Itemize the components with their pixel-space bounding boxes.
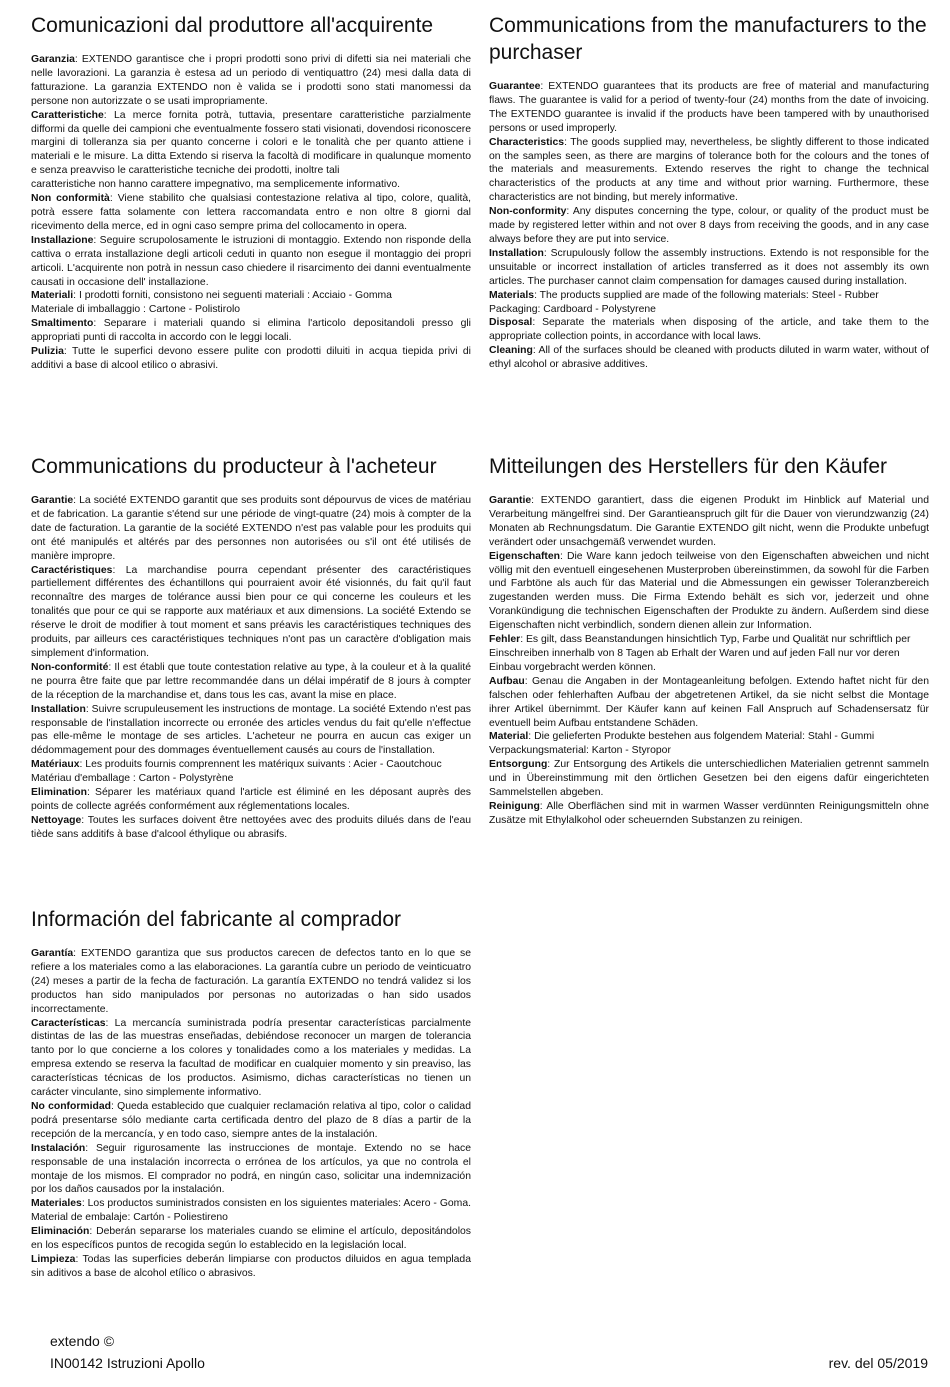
paragraph-separator: : xyxy=(89,1226,97,1238)
paragraph xyxy=(489,494,929,550)
section-body xyxy=(31,53,471,373)
paragraph-separator: : xyxy=(63,346,72,358)
paragraph-label: Materiales xyxy=(31,1198,82,1210)
paragraph xyxy=(489,647,929,661)
paragraph xyxy=(31,1100,471,1142)
section-italian xyxy=(31,12,471,373)
paragraph-text: All of the surfaces should be cleaned with products diluted in warm water, without of ethyl alcohol or abrasive additives. xyxy=(489,345,929,371)
paragraph-separator: : xyxy=(111,1100,118,1112)
paragraph-text: Queda establecido que cualquier reclamación relativa al tipo, color o calidad podrá presentarse sólo mediante carta certificada dentro del plazo de 8 días a partir de la recepción de la mercancía, y en todo caso, siempre antes de la instalación. xyxy=(31,1100,471,1140)
paragraph xyxy=(31,786,471,814)
paragraph xyxy=(31,1142,471,1198)
paragraph-text: Suivre scrupuleusement les instructions de montage. La société Extendo n'est pas responsable de l'installation incorrecte ou erronée des articles vendus du fait qu'elle n'effectue pas elle-même le montage de ses articles. L'acheteur ne pourra en aucun cas exiger un dédommagement pour des dommages éventuellement causés au cours de l'installation. xyxy=(31,703,471,757)
paragraph xyxy=(489,633,929,647)
paragraph-text: Tutte le superfici devono essere pulite con prodotti diluiti in acqua tiepida privi di additivi a base di alcool etilico o abrasivi. xyxy=(31,346,471,371)
footer-left xyxy=(50,1330,205,1374)
paragraph-separator: : xyxy=(566,206,573,218)
paragraph-label: Limpieza xyxy=(31,1253,76,1265)
paragraph-separator: : xyxy=(531,495,541,506)
paragraph-label: Garantie xyxy=(489,495,532,506)
paragraph-separator: : xyxy=(87,787,96,799)
paragraph-text: Scrupulously follow the assembly instructions. Extendo is not responsible for the unsuitable or incorrect installation of articles transferred as it does not assembly its own articles. The purchaser cannot claim compensation for damages caused during installation. xyxy=(489,247,929,287)
paragraph-separator: : xyxy=(560,550,567,562)
paragraph-text: EXTENDO garantiert, dass die eigenen Produkt im Hinblick auf Material und Verarbeitung mängelfrei sind. Der Garantieanspruch gilt für die Dauer von vierundzwanzig (24) Monaten ab Rechnungsdatum. Die Garantie EXTENDO gilt nicht, wenn die Produkte unbefugt verändert oder unsachgemäß verwendet wurden. xyxy=(489,495,929,548)
paragraph-text: Los productos suministrados consisten en los siguientes materiales: Acero - Goma. Material de embalaje: Cartón - Poliestireno xyxy=(31,1198,472,1224)
paragraph-text: Toutes les surfaces doivent être nettoyées avec des produits dilués dans de l'eau tiède sans additifs à base d'alcool éthylique ou abrasifs. xyxy=(31,814,471,840)
paragraph-label: Material xyxy=(489,731,529,743)
footer-brand: extendo © xyxy=(50,1333,115,1349)
paragraph-text: Materiale di imballaggio : Cartone - Polistirolo xyxy=(31,304,241,316)
paragraph-separator: : xyxy=(543,247,551,259)
paragraph-text: Separate the materials when disposing of the article, and take them to the appropriate collection points, in accordance with local laws. xyxy=(489,317,929,343)
paragraph-text: caratteristiche non hanno carattere impegnativo, ma semplicemente informativo. xyxy=(31,179,401,191)
paragraph-text: EXTENDO guarantees that its products are free of material and manufacturing flaws. The guarantee is valid for a period of twenty-four (24) months from the date of invoicing. The EXTENDO guarantee is invalid if the products have been tampered with by unauthorised persons or used improperly. xyxy=(489,81,929,134)
paragraph xyxy=(489,247,929,289)
paragraph-label: Características xyxy=(31,1017,106,1029)
paragraph-label: Eigenschaften xyxy=(489,550,561,562)
paragraph-separator: : xyxy=(103,109,114,121)
paragraph-text: Einbau vorgebracht werden können. xyxy=(489,661,656,673)
paragraph-text: Viene stabilito che qualsiasi contestazione relativa al tipo, colore, qualità, potrà essere fatta solamente con lettera raccomandata entro e non oltre 8 giorni dal ricevimento della merce, ed in ogni caso sempre prima del collocamento in opera. xyxy=(31,193,472,232)
paragraph-label: Garantía xyxy=(31,948,74,959)
section-german xyxy=(489,453,929,828)
paragraph-label: Installation xyxy=(489,247,544,259)
paragraph-label: Elimination xyxy=(31,787,87,799)
paragraph-label: Guarantee xyxy=(489,81,541,92)
paragraph-separator: : xyxy=(93,318,104,330)
paragraph-text: Matériau d'emballage : Carton - Polystyrène xyxy=(31,773,234,785)
paragraph-text: I prodotti forniti, consistono nei seguenti materiali : Acciaio - Gomma xyxy=(78,290,392,302)
paragraph-text: Separare i materiali quando si elimina l'articolo depositandoli presso gli appropriati punti di raccolta in accordo con le leggi locali. xyxy=(31,318,471,344)
paragraph-text: Zur Entsorgung des Artikels die unterschiedlichen Materialien getrennt sammeln und in Übereinstimmung mit den örtlichen Gesetzen bei den eigens dafür eingerichteten Sammelstellen abgeben. xyxy=(489,759,929,799)
paragraph xyxy=(489,730,929,744)
paragraph-label: Characteristics xyxy=(489,136,565,148)
paragraph-text: Seguire scrupolosamente le istruzioni di montaggio. Extendo non risponde della cattiva o errata installazione degli articoli ceduti in quanto non esegue il montaggio dei propri articoli. L'acquirente non potrà in nessun caso chiedere il risarcimento dei danni eventualmente causati in occasione dell' installazione. xyxy=(31,234,471,288)
paragraph xyxy=(489,344,929,372)
paragraph-text: The products supplied are made of the following materials: Steel - Rubber xyxy=(539,289,879,301)
section-english xyxy=(489,12,929,372)
section-body xyxy=(31,947,471,1281)
paragraph-text: La marchandise pourra cependant présenter des caractéristiques partiellement différentes des échantillons qui pourraient avoir été visionnés, du fait qu'il faut reconnaître des marges de tolérance aussi bien pour ce qui concerne les couleurs et les tonalités que pour ce qui se rapporte aux matériaux et aux dimensions. La société Extendo se réserve le droit de modifier à tout moment et sans préavis les caractéristiques techniques des produits, par ailleurs ces caractéristiques techniques n'ont pas un caractère d'obligation mais simplement d'information. xyxy=(31,564,471,659)
paragraph xyxy=(31,178,471,192)
section-spanish xyxy=(31,906,471,1281)
paragraph-label: Non conformità xyxy=(31,193,110,205)
paragraph-text: La merce fornita potrà, tuttavia, presentare caratteristiche parzialmente difformi da quelle dei campioni che eventualmente fossero stati visionati, dovendosi riconoscere margini di tolleranza sia per quanto concerne i colori e le tonalità che per quanto attiene i materiali e le misure. La ditta Extendo si riserva la facoltà di modificare in qualunque momento e senza preavviso le caratteristiche tecniche dei prodotti, inoltre tali xyxy=(31,109,471,177)
paragraph-text: Packaging: Cardboard - Polystyrene xyxy=(489,303,656,315)
paragraph-text: Genau die Angaben in der Montageanleitung befolgen. Extendo haftet nicht für den falschen oder fehlerhaften Aufbau der abgetretenen Artikel, da sie nicht selbst die Montage ihrer Artikel übernimmt. Der Käufer kann auf keinen Fall Anspruch auf Schadensersatz für eventuell beim Aufbau entstandene Schäden. xyxy=(489,675,929,729)
paragraph-label: Installation xyxy=(31,703,86,715)
paragraph xyxy=(31,703,471,759)
paragraph xyxy=(31,564,471,661)
paragraph-label: Non-conformité xyxy=(31,661,109,673)
paragraph xyxy=(31,345,471,373)
paragraph-label: Non-conformity xyxy=(489,206,567,218)
section-body xyxy=(489,80,929,372)
section-title: Información del fabricante al comprador xyxy=(31,908,402,931)
paragraph-label: Pulizia xyxy=(31,346,64,358)
paragraph xyxy=(489,800,929,828)
paragraph-text: Es gilt, dass Beanstandungen hinsichtlich Typ, Farbe und Qualität nur schriftlich per xyxy=(525,634,911,646)
paragraph-text: EXTENDO garantiza que sus productos carecen de defectos tanto en lo que se refiere a los materiales como a las elaboraciones. La garantía cubre un periodo de veinticuatro (24) meses a partir de la fecha de facturación. La garantía EXTENDO no tendrá validez si los productos han sido manipulados por personas no autorizadas o han sido usados incorrectamente. xyxy=(31,948,471,1015)
paragraph-label: Caractéristiques xyxy=(31,564,113,576)
paragraph-text: Any disputes concerning the type, colour, or quality of the product must be made by registered letter within and not over 8 days from receiving the goods, and in any case always before they are put into service. xyxy=(489,206,929,245)
paragraph xyxy=(31,234,471,290)
paragraph-separator: : xyxy=(79,759,86,771)
paragraph-label: Instalación xyxy=(31,1142,86,1154)
paragraph xyxy=(31,192,471,234)
paragraph xyxy=(489,80,929,136)
section-title: Mitteilungen des Herstellers für den Käufer xyxy=(489,455,888,478)
paragraph-text: Verpackungsmaterial: Karton - Styropor xyxy=(489,745,671,757)
paragraph xyxy=(31,1253,471,1281)
paragraph-text: Deberán separarse los materiales cuando se elimine el artículo, depositándolos en los específicos puntos de recogida según lo establecido en la legislación local. xyxy=(31,1226,471,1252)
paragraph-separator: : xyxy=(105,1017,115,1029)
paragraph xyxy=(31,1225,471,1253)
paragraph-text: The goods supplied may, nevertheless, be slightly different to those indicated on the samples seen, as there are margins of tolerance both for the colours and the tones of the materials and measurements. Extendo reserves the right to change the technical characteristics of the products at any time and without prior warning. Furthermore, these characteristics are not binding, but merely informative. xyxy=(489,136,930,204)
paragraph-label: Cleaning xyxy=(489,345,533,357)
paragraph-text: La mercancía suministrada podría presentar características parcialmente distintas de las de las muestras enseñadas, debiéndose reconocer un margen de tolerancia tanto por lo que concierne a los colores y tonalidades como a los materiales y medidas. La empresa extendo se reserva la facultad de modificar en cualquier momento y sin preaviso, las características técnicas de los productos. Asimismo, dichas características no tienen un carácter vinculante, sino simplemente informativo. xyxy=(31,1017,471,1099)
paragraph-separator: : xyxy=(547,759,554,771)
paragraph-separator: : xyxy=(73,495,80,506)
paragraph-separator: : xyxy=(534,289,540,301)
paragraph xyxy=(31,317,471,345)
paragraph xyxy=(489,550,929,633)
paragraph xyxy=(489,289,929,303)
paragraph-label: Disposal xyxy=(489,317,533,329)
paragraph-separator: : xyxy=(85,1142,96,1154)
paragraph xyxy=(31,289,471,303)
paragraph-separator: : xyxy=(564,136,571,148)
paragraph-separator: : xyxy=(85,703,92,715)
paragraph xyxy=(489,316,929,344)
paragraph-separator: : xyxy=(112,564,126,576)
paragraph xyxy=(31,1017,471,1100)
paragraph xyxy=(489,661,929,675)
paragraph-separator: : xyxy=(75,1253,83,1265)
paragraph xyxy=(31,53,471,109)
paragraph-label: Garantie xyxy=(31,495,74,506)
paragraph-text: Séparer les matériaux quand l'article est éliminé en les déposant auprès des points de collecte agréés conformément aux réglementations locales. xyxy=(31,787,471,812)
paragraph-separator: : xyxy=(108,661,115,673)
paragraph xyxy=(489,758,929,800)
paragraph-label: Eliminación xyxy=(31,1226,90,1238)
paragraph xyxy=(31,109,471,179)
paragraph-label: Entsorgung xyxy=(489,759,548,771)
paragraph-label: Nettoyage xyxy=(31,814,82,826)
paragraph-text: Einschreiben innerhalb von 8 Tagen ab Erhalt der Waren und auf jeden Fall nur vor deren xyxy=(489,647,900,659)
paragraph-text: La société EXTENDO garantit que ses produits sont dépourvus de vices de matériau et de fabrication. La garantie s'étend sur une période de vingt-quatre (24) mois à compter de la date de facturation. La garantie de la société EXTENDO n'est pas valable pour les produits qui ont été manipulés et altérés par des personnes non autorisées ou s'il ont été utilisés de manière impropre. xyxy=(31,495,471,562)
paragraph xyxy=(489,303,929,317)
section-body xyxy=(489,494,929,828)
paragraph xyxy=(31,1197,471,1225)
section-french xyxy=(31,453,471,842)
paragraph xyxy=(489,205,929,247)
paragraph-separator: : xyxy=(74,54,82,65)
paragraph-label: Caratteristiche xyxy=(31,109,104,121)
paragraph xyxy=(31,814,471,842)
paragraph-label: Smaltimento xyxy=(31,318,94,330)
paragraph xyxy=(489,675,929,731)
paragraph-text: EXTENDO garantisce che i propri prodotti sono privi di difetti sia nei materiali che nelle lavorazioni. La garanzia è estesa ad un periodo di ventiquattro (24) mesi dalla data di fatturazione. La garanzia EXTENDO non è valida se i prodotti sono stati manomessi da persone non autorizzate o se usati impropriamente. xyxy=(31,54,471,107)
paragraph-label: Reinigung xyxy=(489,800,540,812)
paragraph xyxy=(31,772,471,786)
paragraph xyxy=(489,136,929,206)
paragraph-separator: : xyxy=(73,290,79,302)
section-title: Communications from the manufacturers to the purchaser xyxy=(489,14,927,64)
paragraph xyxy=(31,758,471,772)
paragraph-label: Installazione xyxy=(31,234,94,246)
paragraph-separator: : xyxy=(524,675,532,687)
paragraph-text: Alle Oberflächen sind mit in warmen Wasser verdünnten Reinigungsmitteln ohne Zusätze mit Ethylalkohol oder scheuernden Substanzen zu reinigen. xyxy=(489,800,929,826)
paragraph-text: Il est établi que toute contestation relative au type, à la couleur et à la qualité ne pourra être faite que par lettre recommandée dans un délai impératif de 8 jours à compter de la réception de la marchandise et, dans tous les cas, avant la mise en place. xyxy=(31,661,471,701)
paragraph-separator: : xyxy=(73,948,81,959)
section-title: Communications du producteur à l'acheteur xyxy=(31,455,437,478)
paragraph-separator: : xyxy=(540,81,549,92)
section-title: Comunicazioni dal produttore all'acquirente xyxy=(31,14,434,37)
paragraph-separator: : xyxy=(532,317,543,329)
paragraph-separator: : xyxy=(532,345,539,357)
paragraph-label: Aufbau xyxy=(489,675,525,687)
paragraph xyxy=(489,744,929,758)
paragraph-label: Fehler xyxy=(489,634,521,646)
paragraph-text: Seguir rigurosamente las instrucciones de montaje. Extendo no se hace responsable de una instalación incorrecta o errónea de los artículos, ya que no controla el montaje de los mismos. El comprador no podrá, en ningún caso, solicitar una indemnización por los daños causados por la instalación. xyxy=(31,1142,471,1196)
paragraph-label: No conformidad xyxy=(31,1100,111,1112)
paragraph-separator: : xyxy=(81,1198,88,1210)
paragraph-separator: : xyxy=(93,234,100,246)
paragraph xyxy=(31,303,471,317)
paragraph-separator: : xyxy=(528,731,535,743)
footer-revision: rev. del 05/2019 xyxy=(828,1355,928,1371)
paragraph-separator: : xyxy=(520,634,526,646)
paragraph-separator: : xyxy=(539,800,547,812)
section-body xyxy=(31,494,471,842)
paragraph-text: Die Ware kann jedoch teilweise von den Eigenschaften abweichen und nicht völlig mit den eventuell eingesehenen Musterproben übereinstimmen, da sowohl für die Farben und Farbtöne als auch für das Material und die Abmessungen ein gewisser Toleranzbereich zugestanden werden muss. Die Firma Extendo behält es sich vor, jederzeit und ohne Vorankündigung die technischen Eigenschaften der Produkte zu ändern. Außerdem sind diese Eigenschaften nicht verbindlich, sondern dienen allein zur Information. xyxy=(489,550,929,632)
paragraph-label: Materials xyxy=(489,289,535,301)
paragraph-text: Les produits fournis comprennent les matériqux suivants : Acier - Caoutchouc xyxy=(85,759,442,771)
paragraph xyxy=(31,947,471,1017)
paragraph-separator: : xyxy=(109,193,118,205)
paragraph-separator: : xyxy=(81,814,88,826)
paragraph-label: Materiali xyxy=(31,290,74,302)
paragraph xyxy=(31,494,471,564)
paragraph-text: Todas las superficies deberán limpiarse con productos diluidos en agua templada sin aditivos a base de alcohol etílico o abrasivos. xyxy=(31,1253,471,1279)
paragraph-label: Garanzia xyxy=(31,54,75,65)
paragraph-text: Die gelieferten Produkte bestehen aus folgendem Material: Stahl - Gummi xyxy=(534,731,875,743)
paragraph-label: Matériaux xyxy=(31,759,80,771)
footer-doc-code: IN00142 Istruzioni Apollo xyxy=(50,1355,205,1371)
paragraph xyxy=(31,661,471,703)
